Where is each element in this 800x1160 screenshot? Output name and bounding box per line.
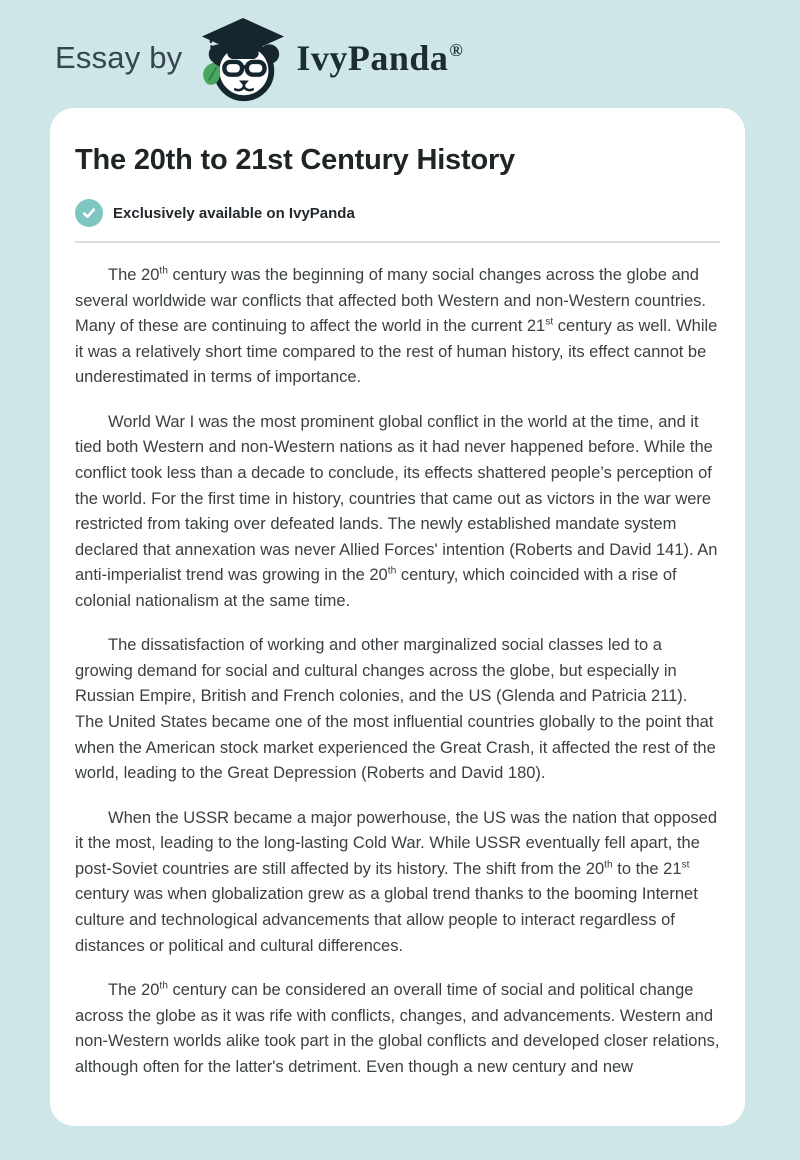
- essay-paragraph: The 20th century can be considered an overall time of social and political change across the globe as it was rife with conflicts, changes, and advancements. Western and non-Western worlds alike took part in the global conflicts and developed closer relations, although often for the latter's detriment. Even though a new century and new: [75, 980, 720, 1076]
- essay-paragraph: The 20th century was the beginning of many social changes across the globe and several worldwide war conflicts that affected both Western and non-Western countries. Many of these are continuing to affect the world in the current 21st century as well. While it was a relatively short time compared to the rest of human history, its effect cannot be underestimated in terms of importance.: [75, 265, 718, 387]
- check-icon: [75, 199, 103, 227]
- page-title: The 20th to 21st Century History: [75, 144, 515, 176]
- essay-by-label: Essay by: [55, 40, 183, 75]
- essay-card: [50, 108, 745, 1126]
- essay-paragraph: World War I was the most prominent global conflict in the world at the time, and it tied both Western and non-Western nations as it had never happened before. While the conflict took less than a decade to conclude, its effects shattered people’s perception of the world. For the first time in history, countries that came out as victors in the war were restricted from taking over defeated lands. The newly established mandate system declared that annexation was never Allied Forces' intention (Roberts and David 141). An anti-imperialist trend was growing in the 20th century, which coincided with a rise of colonial nationalism at the same time.: [75, 412, 718, 610]
- divider: [75, 241, 720, 243]
- availability-badge: [75, 199, 720, 227]
- site-header: [0, 0, 800, 92]
- essay-paragraph: When the USSR became a major powerhouse, the US was the nation that opposed it the most, leading to the long-lasting Cold War. While USSR eventually fell apart, the post-Soviet countries are still affected by its history. The shift from the 20th to the 21st century was when globalization grew as a global trend thanks to the booming Internet culture and technological advancements that allow people to interact regardless of distances or political and cultural differences.: [75, 808, 718, 955]
- availability-label: Exclusively available on IvyPanda: [113, 204, 355, 222]
- essay-body: [75, 263, 720, 1080]
- brand-name: IvyPanda: [296, 38, 449, 78]
- essay-paragraph: The dissatisfaction of working and other marginalized social classes led to a growing demand for social and cultural changes across the globe, but especially in Russian Empire, British and French colonies, and the US (Glenda and Patricia 211). The United States became one of the most influential countries globally to the point that when the American stock market experienced the Great Crash, it affected the rest of the world, leading to the Great Depression (Roberts and David 180).: [75, 636, 716, 783]
- brand-wordmark: [296, 37, 463, 79]
- panda-graduate-logo-icon: [198, 16, 286, 104]
- registered-mark: ®: [449, 40, 464, 60]
